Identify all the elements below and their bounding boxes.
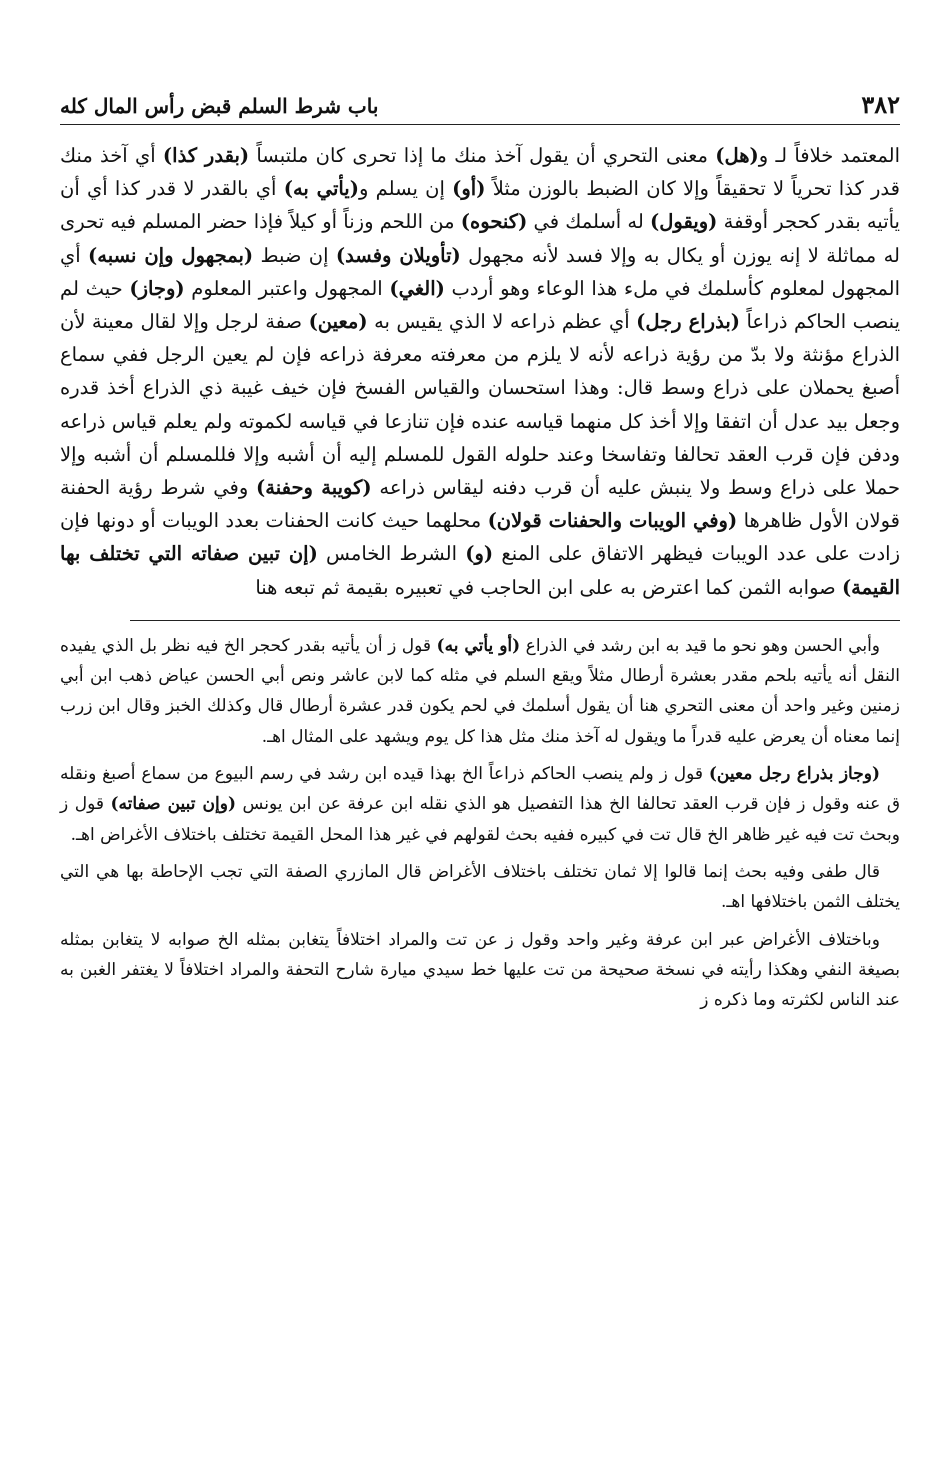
- bold-term: (ويقول): [650, 210, 718, 234]
- text-run: أي المجهول لمعلوم كأسلمك في ملء هذا الوعاء وهو أردب: [60, 243, 900, 300]
- text-run: أي آخذ منك قدر كذا تحرياً لا تحقيقاً وإلا كان الضبط بالوزن مثلاً: [60, 144, 900, 201]
- footnote-paragraph: [60, 631, 900, 752]
- main-text: [60, 139, 900, 604]
- bold-term: (و): [465, 542, 494, 566]
- bold-term: (وجاز بذراع رجل معين): [708, 764, 880, 785]
- page-number: ٣٨٢: [861, 90, 900, 119]
- text-run: قول ز ولم ينصب الحاكم ذراعاً الخ بهذا قيده ابن رشد في رسم البيوع من سماع أصبغ ونقله ق عنه وقول ز فإن قرب العقد تحالفا الخ هذا التفصيل هو الذي نقله ابن عرفة عن ابن يونس: [60, 764, 901, 815]
- footnote-paragraph: [60, 857, 900, 918]
- text-run: أي بالقدر لا قدر كذا أي أن يأتيه بقدر كحجر أوقفة: [60, 177, 900, 234]
- bold-term: (معين): [308, 310, 368, 334]
- text-run: حيث لم ينصب الحاكم ذراعاً: [60, 276, 900, 334]
- bold-term: (الغي): [389, 276, 445, 300]
- book-page: [60, 90, 900, 1022]
- main-paragraph: [60, 139, 900, 604]
- bold-term: (إن تبين صفاته التي تختلف بها القيمة): [60, 542, 900, 599]
- bold-term: (هل): [715, 144, 759, 167]
- text-run: معنى التحري أن يقول آخذ منك ما إذا تحرى كان ملتبساً: [249, 144, 716, 167]
- bold-term: (أو يأتي به): [436, 635, 521, 656]
- footnote-paragraph: [60, 925, 900, 1016]
- footnotes: [60, 631, 900, 1016]
- bold-term: (وجاز): [129, 276, 185, 300]
- bold-term: (يأتي به): [283, 177, 359, 201]
- running-title: باب شرط السلم قبض رأس المال كله: [60, 94, 379, 118]
- text-run: إن ضبط: [253, 243, 336, 267]
- text-run: قول ز وبحث تت فيه غير ظاهر الخ قال تت في كبيره ففيه بحث لقولهم في غير هذا المحل القيمة تختلف باختلاف الأغراض اهـ.: [60, 794, 900, 845]
- bold-term: (كنحوه): [460, 210, 528, 234]
- bold-term: (وفي الويبات والحفنات قولان): [487, 509, 738, 533]
- bold-term: (بذراع رجل): [636, 310, 740, 334]
- text-run: صفة لرجل وإلا لقال معينة لأن الذراع مؤنثة ولا بدّ من رؤية ذراعه لأنه لا يلزم من معرفته معرفة ذراعه فإن لم يعين الرجل ففي سماع أصبغ يحملان على ذراع وسط قال: وهذا استحسان والقياس الفسخ فإن خيف غيبة ذي الذراع أخذ قدره وجعل بيد عدل أن اتفقا وإلا أخذ كل منهما قياسه عنده فإن تنازعا في قياسه لكموته ولم يعلم قياس ذراعه ودفن فإن قرب العقد تحالفا وتفاسخا وعند حلوله القول للمسلم إليه أن أشبه وإلا فللمسلم أن أشبه وإلا حملا على ذراع وسط ولا ينبش عليه أن قرب دفنه ليقاس ذراعه: [60, 310, 900, 500]
- text-run: وباختلاف الأغراض عبر ابن عرفة وغير واحد وقول ز عن تت والمراد اختلافاً يتغابن بمثله الخ صوابه لا يتغابن بمثله بصيغة النفي وهكذا رأيته في نسخة صحيحة من تت عليها خط سيدي ميارة شارح التحفة والمراد اختلافاً لا يغتفر الغبن به عند الناس لكثرته وما ذكره ز: [60, 929, 900, 1011]
- bold-term: (أو): [452, 177, 486, 201]
- text-run: قول ز أن يأتيه بقدر كحجر الخ فيه نظر بل الذي يفيده النقل أنه يأتيه بلحم مقدر بعشرة أرطال مثلاً ويقع السلم في مثله كما لابن عاشر ونص أبي الحسن عياض ذهب ابن أبي زمنين وغير واحد أن معنى التحري هنا أن يقول أسلمك في لحم يكون قدر عشرة أرطال قال وكذلك الخبز وقال ابن زرب إنما معناه أن يعرض عليه قدراً ما ويقول له آخذ منك مثل هذا كل يوم ويشهد على المثال اهـ.: [60, 635, 900, 747]
- text-run: أي عظم ذراعه لا الذي يقيس به: [367, 310, 637, 334]
- footnote-paragraph: [60, 759, 900, 850]
- text-run: المجهول واعتبر المعلوم: [184, 276, 390, 300]
- bold-term: (كويبة وحفنة): [256, 476, 372, 500]
- text-run: وفي شرط رؤية الحفنة قولان الأول ظاهرها: [60, 476, 900, 533]
- bold-term: (وإن تبين صفاته): [110, 794, 237, 815]
- bold-term: (بمجهول وإن نسبه): [88, 243, 254, 267]
- text-run: من اللحم وزناً أو كيلاً فإذا حضر المسلم فيه تحرى له مماثلة لا إنه يوزن أو يكال به وإلا فسد لأنه مجهول: [60, 210, 900, 267]
- text-run: إن يسلم و: [358, 177, 453, 201]
- text-run: المعتمد خلافاً لـ و: [758, 144, 901, 167]
- text-run: صوابه الثمن كما اعترض به على ابن الحاجب في تعبيره بقيمة ثم تبعه هنا: [255, 575, 842, 599]
- text-run: قال طفى وفيه بحث إنما قالوا إلا ثمان تختلف باختلاف الأغراض قال المازري الصفة التي تجب الإحاطة بها هي التي يختلف الثمن باختلافها اهـ.: [60, 861, 900, 913]
- footnote-divider: [130, 620, 900, 621]
- page-header: [60, 90, 900, 125]
- text-run: محلهما حيث كانت الحفنات بعدد الويبات أو دونها فإن زادت على عدد الويبات فيظهر الاتفاق على المنع: [60, 509, 900, 566]
- bold-term: (بقدر كذا): [162, 144, 250, 167]
- text-run: وأبي الحسن وهو نحو ما قيد به ابن رشد في الذراع: [520, 635, 881, 656]
- text-run: له أسلمك في: [527, 210, 650, 234]
- bold-term: (تأويلان وفسد): [335, 243, 461, 267]
- text-run: الشرط الخامس: [317, 542, 466, 566]
